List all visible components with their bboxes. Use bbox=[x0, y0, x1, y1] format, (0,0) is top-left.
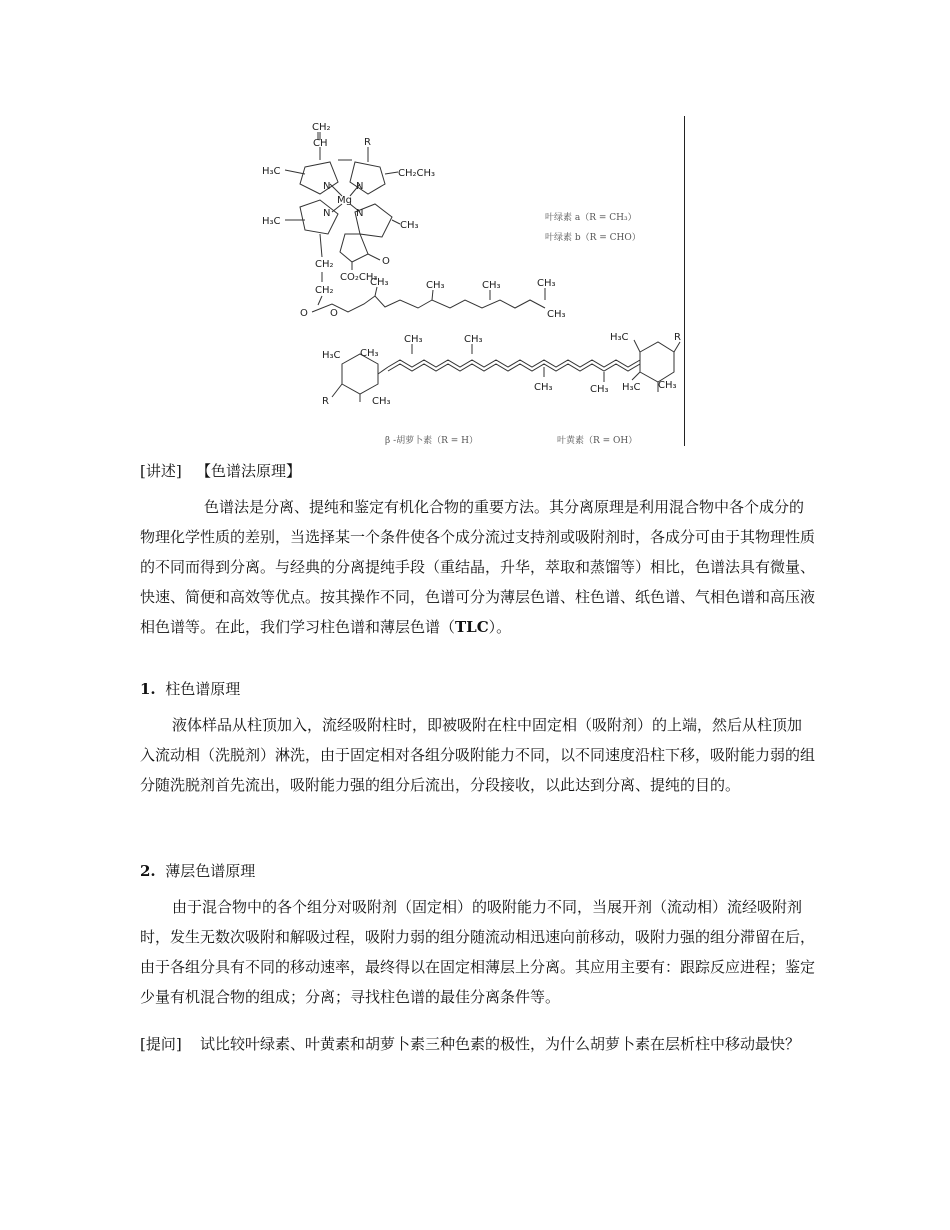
intro-heading bbox=[140, 456, 815, 486]
atom-label: H₃C bbox=[262, 216, 281, 227]
section2-title: 薄层色谱原理 bbox=[165, 862, 256, 880]
question-text: 试比较叶绿素、叶黄素和胡萝卜素三种色素的极性，为什么胡萝卜素在层析柱中移动最快？ bbox=[200, 1035, 801, 1053]
atom-label: O bbox=[330, 308, 338, 319]
atom-label: Mg bbox=[337, 195, 352, 206]
atom-label: CH₃ bbox=[404, 334, 423, 345]
atom-label: CH₃ bbox=[464, 334, 483, 345]
carotene-legend: β -胡萝卜素（R = H） bbox=[385, 436, 478, 446]
atom-label: CH₃ bbox=[658, 380, 677, 391]
section2-number: 2. bbox=[140, 862, 156, 880]
atom-label: CH₃ bbox=[534, 382, 553, 393]
lutein-legend: 叶黄素（R = OH） bbox=[557, 436, 638, 446]
atom-label: CO₂CH₃ bbox=[340, 272, 378, 283]
intro-tag: [讲述] bbox=[140, 462, 182, 480]
atom-label: N bbox=[356, 208, 364, 219]
atom-label: H₃C bbox=[322, 350, 341, 361]
atom-label: H₃C bbox=[262, 166, 281, 177]
section1-paragraph: 液体样品从柱顶加入，流经吸附柱时，即被吸附在柱中固定相（吸附剂）的上端，然后从柱顶加入流动相（洗脱剂）淋洗，由于固定相对各组分吸附能力不同，以不同速度沿柱下移，吸附能力弱的组分随洗脱剂首先流出，吸附能力强的组分后流出，分段接收，以此达到分离、提纯的目的。 bbox=[140, 716, 816, 794]
atom-label: CH₃ bbox=[590, 384, 609, 395]
atom-label: CH₃ bbox=[372, 396, 391, 407]
atom-label: CH₃ bbox=[537, 278, 556, 289]
atom-label: CH₂ bbox=[315, 259, 334, 270]
atom-label: O bbox=[300, 308, 308, 319]
question-block bbox=[140, 1033, 820, 1055]
section2-paragraph: 由于混合物中的各个组分对吸附剂（固定相）的吸附能力不同，当展开剂（流动相）流经吸附剂时，发生无数次吸附和解吸过程，吸附力弱的组分随流动相迅速向前移动，吸附力强的组分滞留在后，由于各组分具有不同的移动速率，最终得以在固定相薄层上分离。其应用主要有：跟踪反应进程；鉴定少量有机混合物的组成；分离；寻找柱色谱的最佳分离条件等。 bbox=[140, 898, 816, 1006]
intro-text-end: ）。 bbox=[488, 618, 512, 636]
atom-label: R bbox=[674, 332, 681, 343]
atom-label: CH bbox=[313, 138, 328, 149]
section1-number: 1. bbox=[140, 680, 156, 698]
intro-title: 【色谱法原理】 bbox=[196, 462, 302, 480]
atom-label: O bbox=[382, 256, 390, 267]
atom-label: N bbox=[323, 181, 331, 192]
section2-heading bbox=[140, 856, 815, 886]
atom-label: CH₃ bbox=[370, 277, 389, 288]
section1-heading bbox=[140, 674, 815, 704]
atom-label: R bbox=[364, 137, 371, 148]
atom-label: CH₃ bbox=[482, 280, 501, 291]
chlorophyll-a-legend: 叶绿素 a（R = CH₃） bbox=[545, 213, 637, 223]
intro-paragraph bbox=[140, 492, 815, 642]
atom-label: CH₃ bbox=[400, 220, 419, 231]
atom-label: CH₂ bbox=[312, 122, 331, 133]
atom-label: CH₃ bbox=[547, 309, 566, 320]
atom-label: H₃C bbox=[610, 332, 629, 343]
atom-label: CH₂CH₃ bbox=[398, 168, 436, 179]
atom-label: N bbox=[323, 208, 331, 219]
chlorophyll-b-legend: 叶绿素 b（R = CHO） bbox=[545, 233, 641, 243]
figure-divider bbox=[684, 116, 685, 446]
atom-label: CH₂ bbox=[315, 285, 334, 296]
structures-svg bbox=[260, 112, 690, 452]
atom-label: H₃C bbox=[622, 382, 641, 393]
atom-label: R bbox=[322, 396, 329, 407]
intro-text: 色谱法是分离、提纯和鉴定有机化合物的重要方法。其分离原理是利用混合物中各个成分的物理化学性质的差别，当选择某一个条件使各个成分流过支持剂或吸附剂时，各成分可由于其物理性质的不同而得到分离。与经典的分离提纯手段（重结晶，升华，萃取和蒸馏等）相比，色谱法具有微量、快速、简便和高效等优点。按其操作不同，色谱可分为薄层色谱、柱色谱、纸色谱、气相色谱和高压液相色谱等。在此，我们学习柱色谱和薄层色谱（ bbox=[140, 498, 816, 636]
question-tag: [提问] bbox=[140, 1035, 182, 1053]
atom-label: N bbox=[356, 181, 364, 192]
atom-label: CH₃ bbox=[426, 280, 445, 291]
pigment-structures-figure bbox=[260, 112, 690, 452]
tlc-abbrev: TLC bbox=[455, 618, 489, 636]
atom-label: CH₃ bbox=[360, 348, 379, 359]
section1-title: 柱色谱原理 bbox=[165, 680, 241, 698]
